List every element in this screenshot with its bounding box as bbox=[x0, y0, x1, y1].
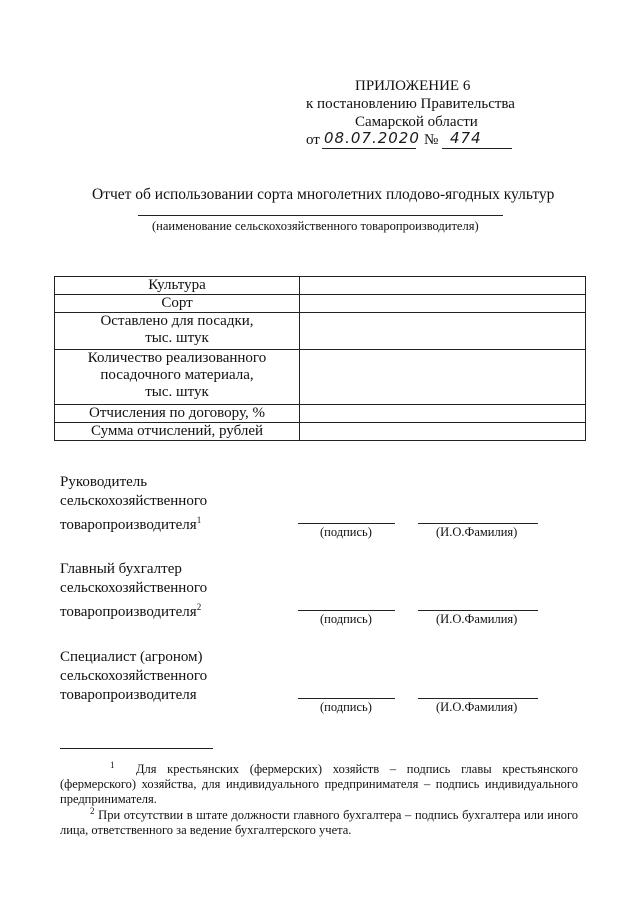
appendix-line1: к постановлению Правительства bbox=[306, 96, 515, 112]
row-value-cell bbox=[300, 350, 586, 405]
producer-caption: (наименование сельскохозяйственного товаропроизводителя) bbox=[152, 219, 479, 233]
row-label-line: посадочного материала, bbox=[100, 367, 254, 383]
table-row bbox=[55, 295, 586, 313]
row-label-cell bbox=[55, 277, 300, 295]
date-prefix: от bbox=[306, 132, 320, 148]
row-label-cell bbox=[55, 350, 300, 405]
signer-title-line: Специалист (агроном) bbox=[60, 649, 203, 665]
row-label-line: Отчисления по договору, % bbox=[89, 405, 265, 421]
signer-title-line bbox=[60, 598, 207, 622]
row-label-line: тыс. штук bbox=[145, 330, 209, 346]
table-row bbox=[55, 350, 586, 405]
row-value-cell bbox=[300, 405, 586, 423]
footnote-2-mark: 2 bbox=[90, 806, 95, 816]
footnote-1 bbox=[60, 758, 578, 807]
report-title: Отчет об использовании сорта многолетних плодово-ягодных культур bbox=[92, 186, 555, 203]
signer-title-line: сельскохозяйственного bbox=[60, 668, 208, 684]
name-line bbox=[418, 610, 538, 611]
footnote-1-mark: 1 bbox=[110, 760, 115, 770]
appendix-title: ПРИЛОЖЕНИЕ 6 bbox=[355, 78, 471, 94]
name-caption: (И.О.Фамилия) bbox=[436, 525, 518, 539]
footnote-ref: 2 bbox=[196, 602, 202, 612]
signature-line bbox=[298, 610, 395, 611]
footnote-2 bbox=[60, 804, 578, 838]
row-label-cell bbox=[55, 295, 300, 313]
footnote-1-text: Для крестьянских (фермерских) хозяйств – подпись главы крестьянского (фермерского) хозяйства, для индивидуального предпринимателя – подпись индивидуального предпринимателя. bbox=[60, 762, 578, 807]
signer-title bbox=[60, 648, 207, 705]
signer-title bbox=[60, 560, 207, 622]
row-label-line: тыс. штук bbox=[145, 384, 209, 400]
date-value: 08.07.2020 bbox=[324, 129, 420, 147]
row-value-cell bbox=[300, 313, 586, 350]
footnote-2-text: При отсутствии в штате должности главного бухгалтера – подпись бухгалтера или иного лица, ответственного за ведение бухгалтерского учета. bbox=[60, 808, 579, 838]
footnote-ref: 1 bbox=[196, 515, 202, 525]
signature-line bbox=[298, 698, 395, 699]
row-label-line: Количество реализованного bbox=[87, 350, 267, 366]
name-caption: (И.О.Фамилия) bbox=[436, 612, 518, 626]
row-label-cell bbox=[55, 423, 300, 441]
name-line bbox=[418, 698, 538, 699]
signer-title-text: товаропроизводителя bbox=[60, 517, 197, 533]
name-line bbox=[418, 523, 538, 524]
row-label-cell bbox=[55, 405, 300, 423]
signature-caption: (подпись) bbox=[320, 700, 372, 714]
row-label-line: Сумма отчислений, рублей bbox=[90, 423, 264, 439]
row-label-line: Оставлено для посадки, bbox=[100, 313, 254, 329]
row-value-cell bbox=[300, 423, 586, 441]
table-row bbox=[55, 423, 586, 441]
signer-title-line: Руководитель bbox=[60, 474, 148, 490]
signer-title-text: товаропроизводителя bbox=[60, 604, 197, 620]
signer-title bbox=[60, 473, 207, 535]
report-table bbox=[54, 276, 586, 441]
signer-title-line: товаропроизводителя bbox=[60, 687, 197, 703]
signature-caption: (подпись) bbox=[320, 525, 372, 539]
date-underline bbox=[322, 148, 416, 149]
row-label-line: Культура bbox=[148, 277, 206, 293]
table-row bbox=[55, 313, 586, 350]
producer-line bbox=[138, 215, 503, 216]
number-value: 474 bbox=[450, 129, 482, 147]
footnote-separator bbox=[60, 748, 213, 749]
signature-caption: (подпись) bbox=[320, 612, 372, 626]
signer-title-line: сельскохозяйственного bbox=[60, 493, 208, 509]
row-value-cell bbox=[300, 295, 586, 313]
row-label-cell bbox=[55, 313, 300, 350]
number-underline bbox=[442, 148, 512, 149]
row-label-line: Сорт bbox=[161, 295, 193, 311]
appendix-line2: Самарской области bbox=[355, 114, 478, 130]
signature-line bbox=[298, 523, 395, 524]
signer-title-line: сельскохозяйственного bbox=[60, 580, 208, 596]
signer-title-line bbox=[60, 511, 207, 535]
signer-title-line: Главный бухгалтер bbox=[60, 561, 182, 577]
table-row bbox=[55, 277, 586, 295]
number-sign: № bbox=[424, 132, 439, 148]
table-row bbox=[55, 405, 586, 423]
name-caption: (И.О.Фамилия) bbox=[436, 700, 518, 714]
row-value-cell bbox=[300, 277, 586, 295]
